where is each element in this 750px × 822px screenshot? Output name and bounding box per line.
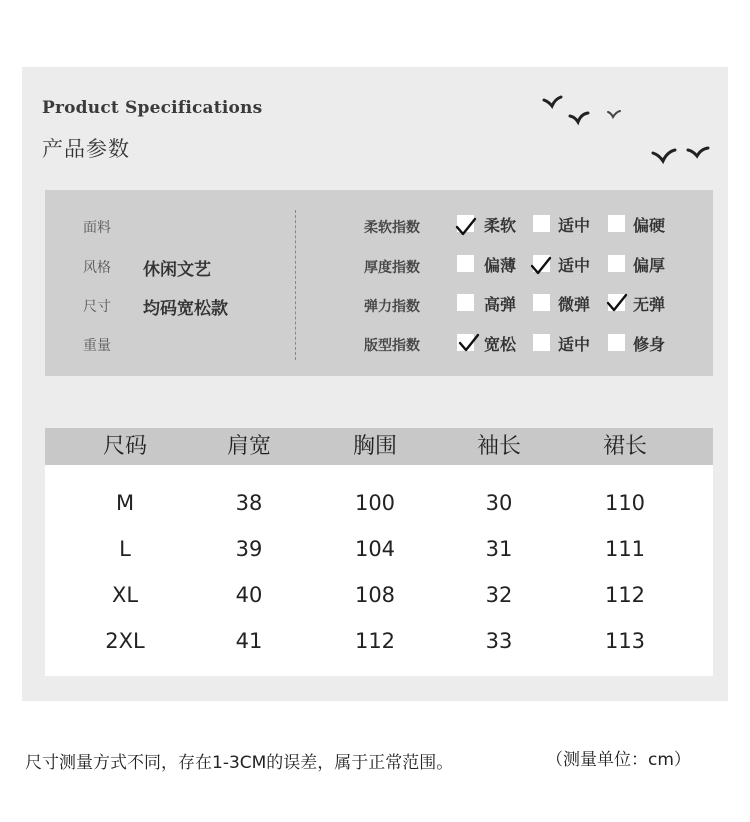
- table-cell: L: [119, 537, 131, 561]
- table-cell: 112: [354, 629, 396, 653]
- option-label: 无弹: [633, 295, 666, 314]
- checkbox-icon[interactable]: [608, 215, 625, 232]
- spec-label-size: 尺寸: [83, 299, 111, 315]
- header-bust: 胸围: [352, 434, 397, 459]
- spec-value-size: 均码宽松款: [143, 299, 228, 319]
- checkbox-icon[interactable]: [457, 294, 474, 311]
- table-cell: 100: [354, 491, 396, 515]
- table-cell: M: [115, 491, 135, 515]
- bird-icon: [544, 97, 561, 106]
- spec-label-style: 风格: [83, 260, 111, 276]
- checkmark-icon: [455, 216, 477, 238]
- table-cell: 113: [604, 629, 646, 653]
- birds-decoration: [530, 88, 730, 178]
- table-cell: 39: [235, 537, 263, 561]
- header-sleeve: 袖长: [476, 434, 521, 459]
- size-table: [45, 428, 713, 676]
- table-cell: 2XL: [105, 629, 145, 653]
- checkbox-icon[interactable]: [533, 334, 550, 351]
- bird-icon: [570, 113, 588, 122]
- checkmark-icon: [606, 292, 628, 314]
- table-cell: 112: [604, 583, 646, 607]
- header-length: 裙长: [602, 434, 647, 459]
- measurement-unit: （测量单位：cm）: [546, 750, 691, 770]
- option-label: 偏薄: [484, 256, 517, 275]
- bird-icon: [653, 150, 675, 161]
- index-label-softness: 柔软指数: [364, 220, 420, 236]
- table-cell: 33: [485, 629, 513, 653]
- table-cell: 40: [235, 583, 263, 607]
- header-size: 尺码: [102, 434, 147, 459]
- table-cell: 104: [354, 537, 396, 561]
- table-cell: 41: [235, 629, 263, 653]
- index-label-fit: 版型指数: [364, 338, 420, 354]
- measurement-note: 尺寸测量方式不同，存在1-3CM的误差，属于正常范围。: [25, 753, 454, 773]
- option-label: 适中: [558, 216, 591, 235]
- bird-icon: [608, 111, 620, 117]
- table-cell: 110: [604, 491, 646, 515]
- table-cell: 38: [235, 491, 263, 515]
- checkmark-icon: [530, 255, 552, 277]
- option-label: 偏厚: [633, 256, 666, 275]
- option-label: 适中: [558, 256, 591, 275]
- option-label: 高弹: [484, 295, 517, 314]
- checkbox-icon[interactable]: [608, 255, 625, 272]
- option-label: 柔软: [484, 216, 517, 235]
- table-cell: XL: [111, 583, 139, 607]
- checkbox-icon[interactable]: [533, 294, 550, 311]
- spec-divider: [295, 210, 296, 360]
- table-cell: 32: [485, 583, 513, 607]
- size-table-header: [45, 428, 713, 465]
- bird-icon: [688, 148, 708, 156]
- spec-label-fabric: 面料: [83, 220, 111, 236]
- option-label: 偏硬: [633, 216, 666, 235]
- spec-label-weight: 重量: [83, 338, 111, 354]
- title-english: Product Specifications: [42, 98, 263, 118]
- option-label: 宽松: [484, 335, 517, 354]
- spec-value-style: 休闲文艺: [143, 260, 211, 280]
- table-cell: 111: [604, 537, 646, 561]
- index-label-thickness: 厚度指数: [364, 260, 420, 276]
- table-cell: 108: [354, 583, 396, 607]
- option-label: 微弹: [558, 295, 591, 314]
- checkbox-icon[interactable]: [608, 334, 625, 351]
- table-cell: 30: [485, 491, 513, 515]
- option-label: 适中: [558, 335, 591, 354]
- checkbox-icon[interactable]: [533, 215, 550, 232]
- checkbox-icon[interactable]: [457, 255, 474, 272]
- checkmark-icon: [458, 332, 480, 354]
- option-label: 修身: [633, 335, 666, 354]
- index-label-elasticity: 弹力指数: [364, 299, 420, 315]
- table-cell: 31: [485, 537, 513, 561]
- header-shoulder: 肩宽: [226, 434, 271, 459]
- title-chinese: 产品参数: [42, 137, 130, 161]
